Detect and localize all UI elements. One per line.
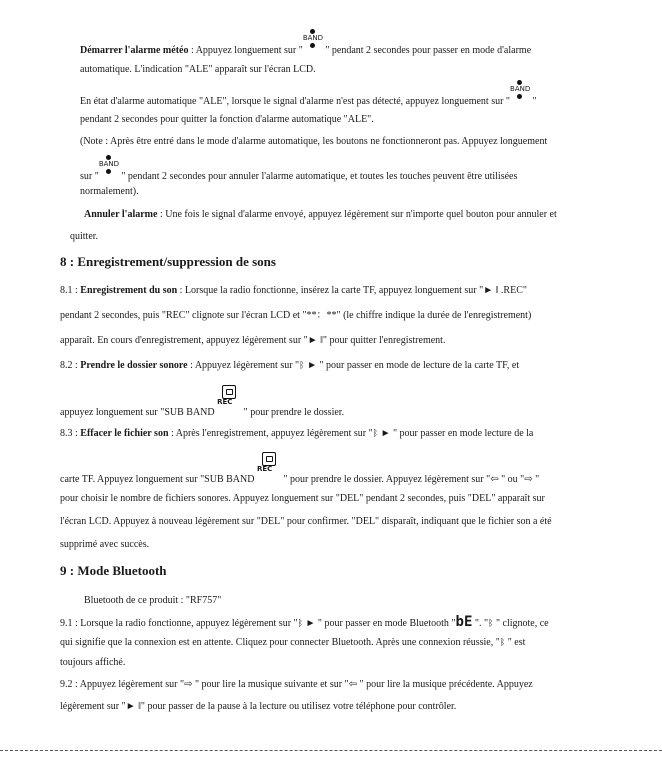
next-arrow-icon: ⇨: [524, 474, 533, 485]
s8-p1-line-3: apparaît. En cours d'enregistrement, appuyez légèrement sur "► ‖" pour quitter l'enregistrement.: [60, 335, 446, 346]
text: appuyez longuement sur "SUB BAND: [60, 407, 218, 418]
rec-label: REC: [256, 465, 273, 473]
s8-p2-line-1: [60, 360, 519, 372]
bold-term: Effacer le fichier son: [80, 428, 169, 439]
bt-lcd-display: bE: [455, 614, 473, 630]
band-label: BAND: [510, 85, 531, 93]
alarm-line-7: normalement).: [80, 186, 139, 197]
section-8-heading: 8 : Enregistrement/suppression de sons: [60, 254, 276, 269]
alarm-line-3: [80, 85, 537, 108]
alarm-line-1: [80, 34, 532, 57]
alarm-line-5: (Note : Après être entré dans le mode d'alarme automatique, les boutons ne fonctionneront pas. Appuyez longuement: [80, 136, 548, 147]
next-arrow-icon: ⇨: [184, 679, 193, 690]
prev-arrow-icon: ⇦: [490, 474, 499, 485]
text: : Appuyez légèrement sur ": [187, 360, 300, 371]
sub-band-rec-icon: [256, 465, 281, 482]
text: ". ": [472, 618, 489, 629]
text: 9.1 : Lorsque la radio fonctionne, appuyez légèrement sur ": [60, 618, 298, 629]
alarm-line-8: [84, 209, 557, 221]
s9-p2-line-1: [60, 679, 533, 691]
text: carte TF. Appuyez longuement sur "SUB BAND: [60, 474, 257, 485]
text: " pour lire la musique précédente. Appuyez: [357, 679, 533, 690]
text: " pour prendre le dossier. Appuyez légèrement sur ": [280, 474, 491, 485]
band-label: BAND: [302, 34, 324, 42]
bold-term: Démarrer l'alarme météo: [80, 45, 189, 56]
band-button-icon: [98, 160, 120, 179]
bluetooth-icon: ᛒ: [488, 619, 494, 629]
band-button-icon: [510, 85, 531, 104]
text: sur ": [80, 171, 99, 182]
text: " est: [505, 637, 526, 648]
s8-p3-line-4: l'écran LCD. Appuyez à nouveau légèrement sur "DEL" pour confirmer. "DEL" disparaît, indiquant que le fichier son a été: [60, 516, 552, 527]
alarm-line-4: pendant 2 secondes pour quitter la fonction d'alarme automatique "ALE".: [80, 114, 374, 125]
s9-p1-line-3: toujours affiché.: [60, 657, 126, 668]
s8-p1-line-1: [60, 285, 527, 297]
rec-label: REC: [217, 398, 233, 406]
text: ": [532, 474, 540, 485]
text: " pendant 2 secondes pour annuler l'alarme automatique, et toutes les touches peuvent être utilisées: [118, 171, 518, 182]
s8-p1-line-2: pendant 2 secondes, puis "REC" clignote sur l'écran LCD et "**：**" (le chiffre indique la durée de l'enregistrement): [60, 310, 532, 321]
text: " pour lire la musique suivante et sur ": [192, 679, 349, 690]
s9-p1-line-1: [60, 616, 549, 630]
text: " pendant 2 secondes pour passer en mode d'alarme: [322, 45, 532, 56]
text: 8.2 :: [60, 360, 81, 371]
alarm-line-2: automatique. L'indication "ALE" apparaît sur l'écran LCD.: [80, 64, 316, 75]
s9-p2-line-2: légèrement sur "► ‖" pour passer de la pause à la lecture ou utilisez votre téléphone pour contrôler.: [60, 701, 457, 712]
text: : Appuyez longuement sur ": [188, 45, 303, 56]
text: " pour prendre le dossier.: [241, 407, 345, 418]
bluetooth-icon: ᛒ: [297, 619, 304, 629]
text: 8.1 :: [60, 285, 81, 296]
text: 8.3 :: [60, 428, 81, 439]
section-9-heading: 9 : Mode Bluetooth: [60, 563, 167, 578]
alarm-line-9: quitter.: [70, 231, 99, 242]
s8-p3-line-2: [60, 465, 540, 486]
text: ► " pour passer en mode lecture de la: [378, 428, 534, 439]
text: " clignote, ce: [493, 618, 549, 629]
band-button-icon: [302, 34, 324, 53]
bold-term: Prendre le dossier sonore: [80, 360, 188, 371]
text: En état d'alarme automatique "ALE", lorsque le signal d'alarme n'est pas détecté, appuyez longuement sur ": [80, 96, 511, 107]
text: : Une fois le signal d'alarme envoyé, appuyez légèrement sur n'importe quel bouton pour annuler et: [157, 209, 557, 220]
s8-p3-line-5: supprimé avec succès.: [60, 539, 150, 550]
text: ► " pour passer en mode de lecture de la carte TF, et: [304, 360, 520, 371]
text: " ou ": [498, 474, 525, 485]
bluetooth-icon: ᛒ: [299, 361, 305, 371]
bold-term: Enregistrement du son: [80, 285, 178, 296]
bluetooth-icon: ᛒ: [499, 638, 506, 648]
bluetooth-icon: ᛒ: [372, 429, 379, 439]
s8-p2-line-2: [60, 398, 345, 419]
prev-arrow-icon: ⇦: [348, 679, 358, 690]
bold-term: Annuler l'alarme: [84, 209, 158, 220]
text: ► " pour passer en mode Bluetooth ": [303, 618, 456, 629]
text: : Lorsque la radio fonctionne, insérez la carte TF, appuyez longuement sur "► ‖ .REC": [177, 285, 527, 296]
text: qui signifie que la connexion est en attente. Cliquez pour connecter Bluetooth. Après une connexion réussie, ": [60, 637, 500, 648]
alarm-line-6: [80, 160, 518, 183]
s9-intro: Bluetooth de ce produit : "RF757": [84, 595, 222, 606]
s8-p3-line-1: [60, 428, 533, 440]
s8-p3-line-3: pour choisir le nombre de fichiers sonores. Appuyez longuement sur "DEL" pendant 2 secondes, puis "DEL" apparaît sur: [60, 493, 545, 504]
sub-band-rec-icon: [217, 398, 241, 415]
text: : Après l'enregistrement, appuyez légèrement sur ": [168, 428, 373, 439]
s9-p1-line-2: [60, 637, 525, 649]
text: ": [530, 96, 537, 107]
text: 9.2 : Appuyez légèrement sur ": [60, 679, 185, 690]
band-label: BAND: [98, 160, 120, 168]
page-bottom-rule: [0, 750, 662, 751]
